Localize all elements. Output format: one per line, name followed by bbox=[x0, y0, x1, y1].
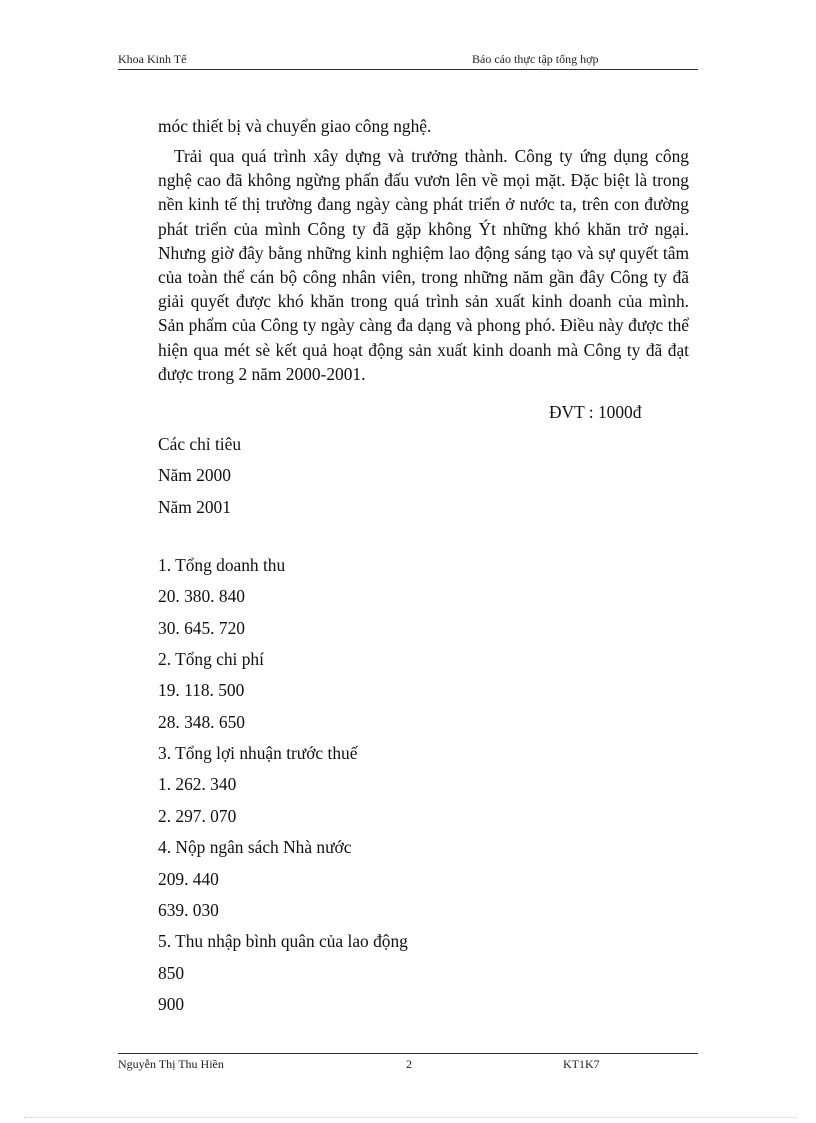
header-report-title: Báo cáo thực tập tổng hợp bbox=[472, 52, 599, 66]
row-value-2000: 1. 262. 340 bbox=[158, 774, 237, 794]
row-label: 1. Tổng doanh thu bbox=[158, 555, 286, 575]
row-label: 3. Tổng lợi nhuận trước thuế bbox=[158, 743, 358, 763]
row-value-2001: 30. 645. 720 bbox=[158, 618, 245, 638]
page-bottom-edge bbox=[24, 1117, 796, 1118]
row-value-2001: 900 bbox=[158, 994, 185, 1014]
row-value-2000: 19. 118. 500 bbox=[158, 680, 245, 700]
row-label: 2. Tổng chi phí bbox=[158, 649, 264, 669]
page-number: 2 bbox=[406, 1057, 412, 1071]
row-value-2000: 20. 380. 840 bbox=[158, 586, 245, 606]
row-value-2001: 28. 348. 650 bbox=[158, 712, 245, 732]
body-paragraph: Trải qua quá trình xây dựng và trưởng thành. Công ty ứng dụng công nghệ cao đã không ngừng phấn đấu vươn lên về mọi mặt. Đặc biệt là trong nền kinh tế thị trường đang ngày càng phát triển ở nước ta, trên con đường phát triển của mình Công ty đã gặp không Ýt những khó khăn trở ngại. Nhưng giờ đây bằng những kinh nghiệm lao động sáng tạo và sự quyết tâm của toàn thể cán bộ công nhân viên, trong những năm gần đây Công ty đã giải quyết được khó khăn trong quá trình sản xuất kinh doanh của mình. Sản phẩm của Công ty ngày càng đa dạng và phong phó. Điều này được thể hiện qua mét sè kết quả hoạt động sản xuất kinh doanh mà Công ty đã đạt được trong 2 năm 2000-2001. bbox=[158, 146, 689, 384]
row-value-2000: 850 bbox=[158, 963, 185, 983]
footer-class: KT1K7 bbox=[563, 1057, 600, 1071]
table-header-year-2000: Năm 2000 bbox=[158, 465, 231, 485]
table-header-indicator: Các chỉ tiêu bbox=[158, 434, 242, 454]
row-label: 4. Nộp ngân sách Nhà nước bbox=[158, 837, 352, 857]
header-divider bbox=[118, 69, 698, 70]
footer-author: Nguyễn Thị Thu Hiền bbox=[118, 1057, 224, 1071]
row-value-2001: 639. 030 bbox=[158, 900, 219, 920]
table-header-year-2001: Năm 2001 bbox=[158, 497, 231, 517]
row-value-2000: 209. 440 bbox=[158, 869, 219, 889]
row-value-2001: 2. 297. 070 bbox=[158, 806, 237, 826]
unit-label: ĐVT : 1000đ bbox=[549, 402, 642, 422]
continued-line: móc thiết bị và chuyển giao công nghệ. bbox=[158, 116, 432, 136]
header-faculty: Khoa Kinh Tế bbox=[118, 52, 187, 66]
page-header bbox=[118, 52, 698, 68]
row-label: 5. Thu nhập bình quân của lao động bbox=[158, 931, 408, 951]
footer-divider bbox=[118, 1053, 698, 1054]
